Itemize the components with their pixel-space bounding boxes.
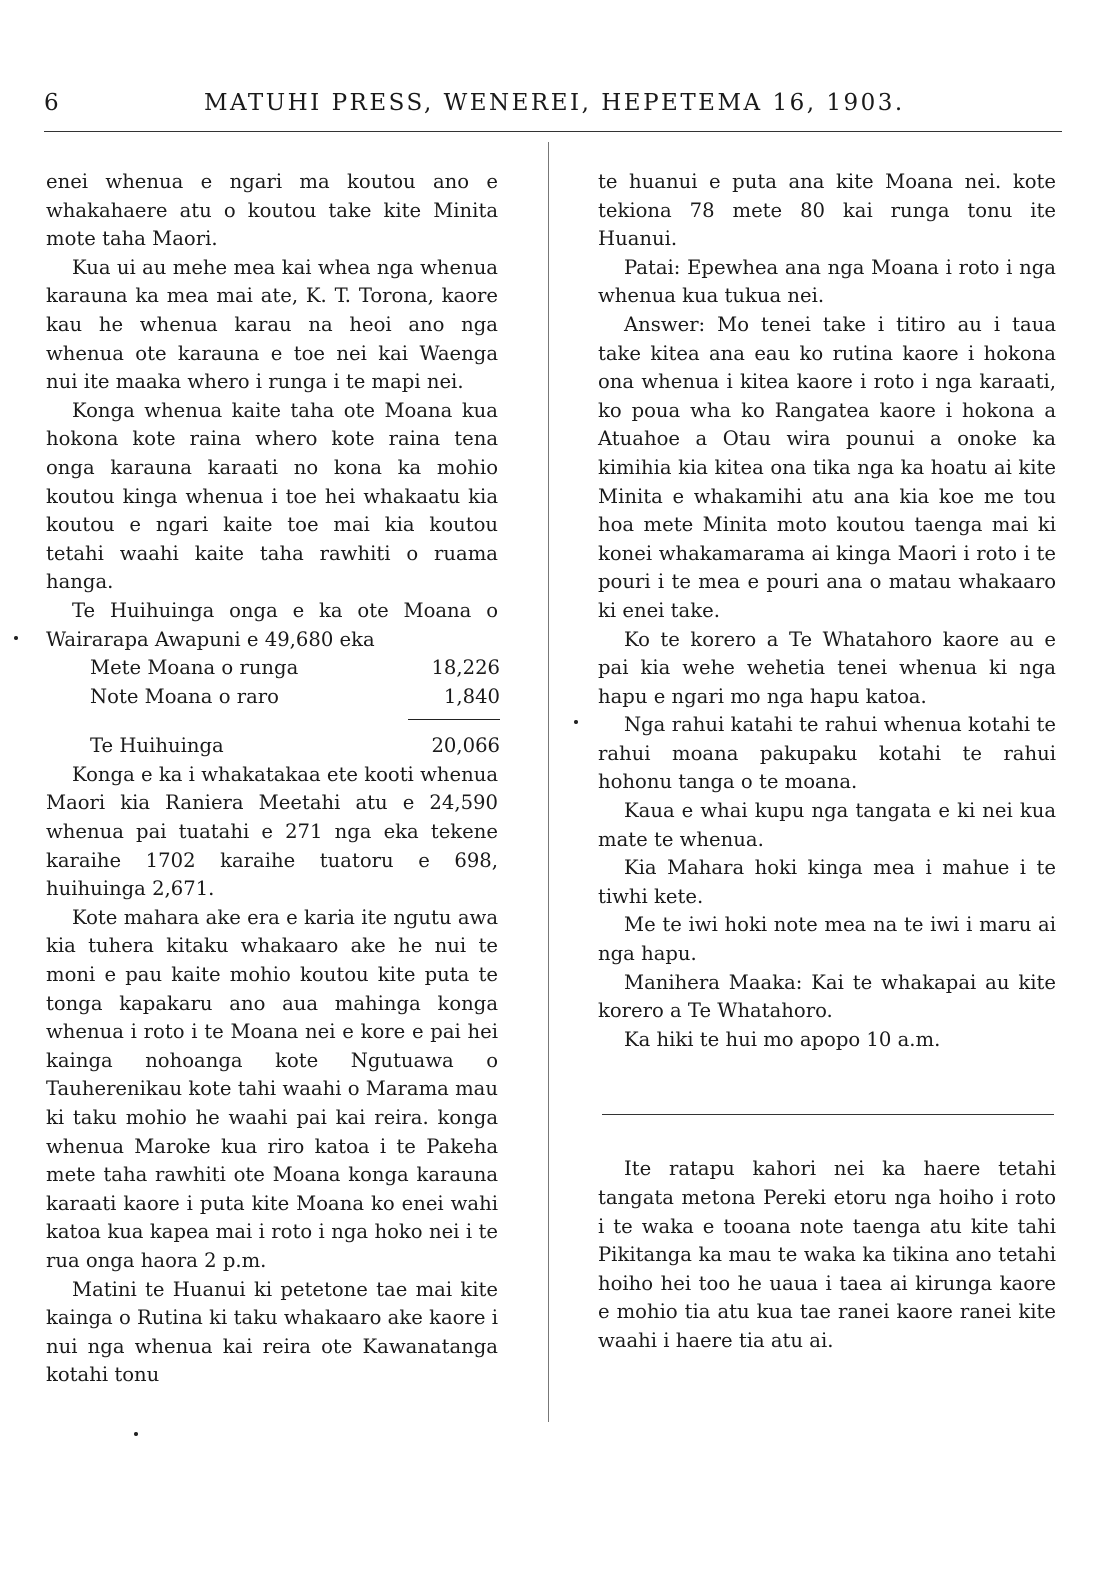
census-label: Mete Moana o runga	[90, 656, 299, 680]
census-label: Note Moana o raro	[90, 684, 279, 708]
margin-mark	[574, 720, 578, 724]
paragraph: Ka hiki te hui mo apopo 10 a.m.	[624, 1027, 941, 1051]
masthead: MATUHI PRESS, WENEREI, HEPETEMA 16, 1903.	[204, 90, 905, 116]
right-column	[598, 168, 1056, 1356]
paragraph: enei whenua e ngari ma koutou ano e whakahaere atu o koutou take kite Minita mote taha Maori.	[46, 170, 498, 251]
census-value: 1,840	[443, 684, 500, 708]
paragraph: Kia Mahara hoki kinga mea i mahue i te tiwhi kete.	[598, 856, 1056, 908]
column-divider	[548, 142, 549, 1422]
paragraph: Kua ui au mehe mea kai whea nga whenua karauna ka mea mai ate, K. T. Torona, kaore kau he whenua karau na heoi ano nga whenua ote karauna e toe nei kai Waenga nui ite maaka whero i runga i te mapi nei.	[46, 255, 498, 394]
paragraph: Kote mahara ake era e karia ite ngutu awa kia tuhera kitaku whakaaro ake he nui te moni e pau kaite mohio koutou kite puta te tonga kapakaru ano aua mahinga konga whenua i roto i te Moana nei e kore e pai hei kainga nohoanga kote Ngutuawa o Tauherenikau kote tahi waahi o Marama mau ki taku mohio he waahi pai kai reira. konga whenua Maroke kua riro katoa i te Pakeha mete taha rawhiti ote Moana konga karauna karaati kaore i puta kite Moana ko enei wahi katoa kua kapea mai i roto i nga hoko nei i te rua onga haora 2 p.m.	[46, 905, 498, 1272]
paragraph: te huanui e puta ana kite Moana nei. kote tekiona 78 mete 80 kai runga tonu ite Huanui.	[598, 170, 1056, 251]
census-table	[90, 654, 500, 761]
paragraph: Konga whenua kaite taha ote Moana kua hokona kote raina whero kote raina tena onga karauna karaati no kona ka mohio koutou kinga whenua i toe hei whakaatu kia koutou e ngari kaite toe mai kia koutou tetahi waahi kaite taha rawhiti o ruama hanga.	[46, 398, 498, 594]
paragraph: Matini te Huanui ki petetone tae mai kite kainga o Rutina ki taku whakaaro ake kaore i nui nga whenua kai reira ote Kawanatanga kotahi tonu	[46, 1277, 498, 1387]
margin-mark	[134, 1432, 138, 1436]
section-rule	[602, 1114, 1054, 1115]
paragraph: Manihera Maaka: Kai te whakapai au kite korero a Te Whatahoro.	[598, 970, 1056, 1023]
census-total-row	[90, 732, 500, 761]
page-header	[44, 90, 1064, 126]
left-column	[46, 168, 498, 1390]
paragraph: Konga e ka i whakatakaa ete kooti whenua Maori kia Raniera Meetahi atu e 24,590 whenua pai tuatahi e 271 nga eka tekene karaihe 1702 karaihe tuatoru e 698, huihuinga 2,671.	[46, 762, 498, 901]
paragraph: Kaua e whai kupu nga tangata e ki nei kua mate te whenua.	[598, 799, 1056, 851]
paragraph: Te Huihuinga onga e ka ote Moana o Wairarapa Awapuni e 49,680 eka	[46, 598, 498, 651]
census-row	[90, 654, 500, 683]
census-total-label: Te Huihuinga	[90, 734, 224, 758]
paragraph: Me te iwi hoki note mea na te iwi i maru ai nga hapu.	[598, 913, 1056, 966]
margin-mark	[14, 636, 18, 640]
paragraph: Nga rahui katahi te rahui whenua kotahi te rahui moana pakupaku kotahi te rahui hohonu tanga o te moana.	[598, 713, 1056, 794]
census-row	[90, 683, 500, 712]
header-rule	[44, 131, 1062, 132]
page-number: 6	[44, 90, 59, 116]
paragraph: Ko te korero a Te Whatahoro kaore au e pai kia wehe wehetia tenei whenua ki nga hapu e ngari mo nga hapu katoa.	[598, 627, 1056, 708]
notice-paragraph: Ite ratapu kahori nei ka haere tetahi tangata metona Pereki etoru nga hoiho i roto i te waka e tooana note taenga atu kite tahi Pikitanga ka mau te waka ka tikina ano tetahi hoiho hei too he uaua i taea ai kirunga kaore e mohio tia atu kua tae ranei kaore ranei kite waahi i haere tia atu ai.	[598, 1157, 1056, 1352]
census-total-value: 20,066	[431, 734, 500, 758]
total-rule	[408, 719, 500, 720]
paragraph: Answer: Mo tenei take i titiro au i taua take kitea ana eau ko rutina kaore i hokona ona whenua i kitea kaore i roto i nga karaati, ko poua wha ko Rangatea kaore i hokona a Atuahoe a Otau wira pounui a onoke ka kimihia kia kitea ona tika nga ka hoatu ai kite Minita e whakamihi atu ana kia koe me tou hoa mete Minita moto koutou taenga mai ki konei whakamarama ai kinga Maori i roto i te pouri i te mea e pouri ana o matau whakaaro ki enei take.	[598, 312, 1056, 622]
census-value: 18,226	[431, 656, 500, 680]
paragraph: Patai: Epewhea ana nga Moana i roto i nga whenua kua tukua nei.	[598, 255, 1056, 308]
